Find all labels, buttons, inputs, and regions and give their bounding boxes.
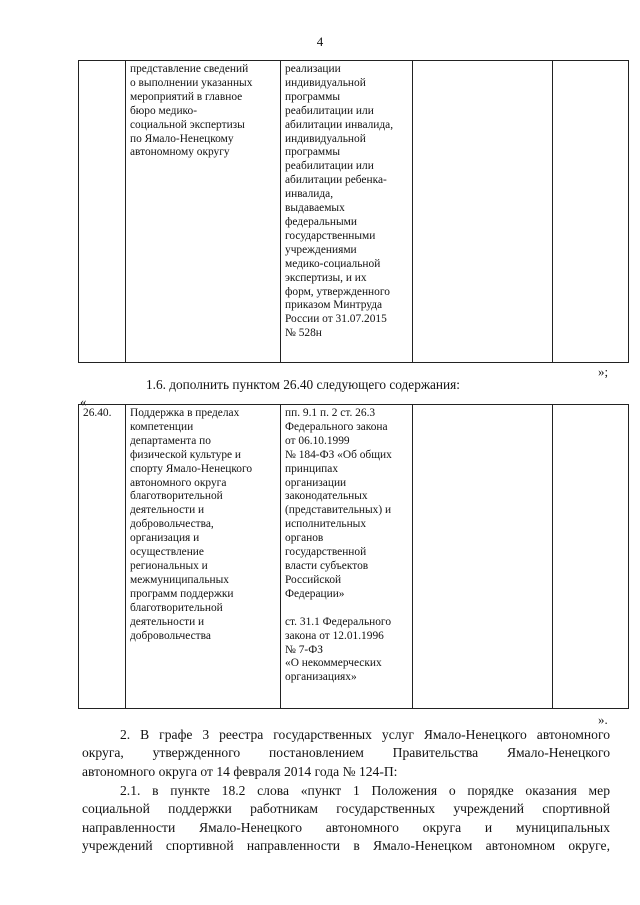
cell-line: принципах (285, 462, 339, 475)
closing-quote-1: »; (598, 364, 609, 379)
cell-line: добровольчества (130, 629, 211, 642)
cell-line: социальной экспертизы (130, 118, 245, 131)
empty-cell (413, 405, 553, 709)
service-description-lines (130, 63, 276, 160)
cell-line: реализации (285, 63, 341, 75)
cell-line: индивидуальной (285, 132, 366, 145)
cell-line: деятельности и (130, 504, 205, 517)
cell-line: исполнительных (285, 518, 367, 531)
cell-line: законодательных (285, 490, 368, 503)
cell-line: деятельности и (130, 615, 205, 628)
cell-line: программы (285, 90, 340, 103)
paragraph-2-1 (82, 782, 610, 856)
paragraph-line: социальной поддержки работникам государственных учреждений спортивной (82, 801, 610, 817)
paragraph-line: округа, утвержденного постановлением Правительства Ямало-Ненецкого (82, 745, 610, 761)
cell-line: по Ямало-Ненецкому (130, 132, 234, 145)
cell-line: абилитации ребенка- (285, 174, 387, 187)
cell-line: региональных и (130, 559, 208, 572)
item-number: 26.40. (83, 407, 112, 419)
legal-basis-cell (281, 61, 413, 363)
cell-line: организация и (130, 532, 200, 545)
paragraph-2 (82, 726, 610, 781)
paragraph-line: 2.1. в пункте 18.2 слова «пункт 1 Положения о порядке оказания мер (120, 783, 610, 798)
cell-line: № 184-ФЗ «Об общих (285, 448, 392, 461)
cell-line: ст. 31.1 Федерального (285, 615, 392, 628)
registry-table-new-item (78, 404, 629, 709)
legal-basis-lines-b (285, 616, 408, 686)
empty-cell (553, 405, 629, 709)
number-cell (79, 61, 126, 363)
cell-line: форм, утвержденного (285, 285, 390, 298)
cell-line: реабилитации или (285, 160, 374, 173)
cell-line: Федерации» (285, 587, 345, 600)
cell-line: России от 31.07.2015 (285, 313, 387, 326)
legal-basis-cell (281, 405, 413, 709)
cell-line: о выполнении указанных (130, 76, 253, 89)
cell-line: мероприятий в главное (130, 90, 243, 103)
cell-line: абилитации инвалида, (285, 118, 394, 131)
cell-line: физической культуре и (130, 448, 242, 461)
cell-line: № 7-ФЗ (285, 643, 323, 656)
cell-line: автономного округа (130, 476, 227, 489)
cell-line: Российской (285, 573, 342, 586)
cell-line: добровольчества, (130, 518, 214, 531)
item-number-cell (79, 405, 126, 709)
closing-quote-2: ». (598, 712, 608, 727)
cell-line: учреждениями (285, 243, 357, 256)
cell-line: власти субъектов (285, 559, 369, 572)
paragraph-line: учреждений спортивной направленности в Ямало-Ненецком автономном округе, (82, 838, 610, 854)
cell-line: программ поддержки (130, 587, 234, 600)
cell-line: благотворительной (130, 490, 223, 503)
cell-line: (представительных) и (285, 504, 392, 517)
opening-quote: « (80, 394, 87, 409)
cell-line: пп. 9.1 п. 2 ст. 26.3 (285, 407, 376, 419)
cell-line: департамента по (130, 434, 211, 447)
cell-line: приказом Минтруда (285, 299, 383, 312)
cell-line: государственной (285, 546, 367, 559)
service-description-lines (130, 407, 276, 643)
cell-line: закона от 12.01.1996 (285, 629, 384, 642)
cell-line: организации (285, 476, 347, 489)
cell-line: органов (285, 532, 324, 545)
cell-line: государственными (285, 229, 376, 242)
cell-line: Поддержка в пределах (130, 407, 240, 419)
cell-line: реабилитации или (285, 104, 374, 117)
cell-line: инвалида, (285, 188, 334, 201)
empty-cell (413, 61, 553, 363)
empty-cell (553, 61, 629, 363)
cell-line: бюро медико- (130, 104, 197, 117)
paragraph-line: автономного округа от 14 февраля 2014 года № 124-П: (82, 763, 398, 779)
cell-line: выдаваемых (285, 202, 345, 215)
page-number: 4 (316, 34, 324, 49)
legal-basis-lines (285, 63, 408, 341)
cell-line: осуществление (130, 546, 204, 559)
cell-line: федеральными (285, 215, 357, 228)
cell-line: благотворительной (130, 601, 223, 614)
service-description-cell (126, 61, 281, 363)
cell-line: № 528н (285, 327, 322, 340)
cell-line: компетенции (130, 420, 194, 433)
cell-line: индивидуальной (285, 76, 366, 89)
cell-line: программы (285, 146, 340, 159)
section-1-6-heading: 1.6. дополнить пунктом 26.40 следующего содержания: (146, 377, 460, 392)
cell-line: «О некоммерческих (285, 657, 382, 670)
cell-line: медико-социальной (285, 257, 381, 270)
cell-line: спорту Ямало-Ненецкого (130, 462, 253, 475)
paragraph-line: 2. В графе 3 реестра государственных услуг Ямало-Ненецкого автономного (120, 727, 610, 742)
cell-line: представление сведений (130, 63, 249, 75)
cell-line: автономному округу (130, 146, 230, 159)
service-description-cell (126, 405, 281, 709)
cell-line: экспертизы, и их (285, 271, 367, 284)
paragraph-line: направленности Ямало-Ненецкого автономного округа и муниципальных (82, 819, 610, 835)
registry-table-continuation (78, 60, 629, 363)
cell-line: Федерального закона (285, 420, 388, 433)
cell-line: межмуниципальных (130, 573, 229, 586)
legal-basis-lines-a (285, 407, 408, 602)
cell-line: организациях» (285, 671, 357, 684)
cell-line: от 06.10.1999 (285, 434, 350, 447)
